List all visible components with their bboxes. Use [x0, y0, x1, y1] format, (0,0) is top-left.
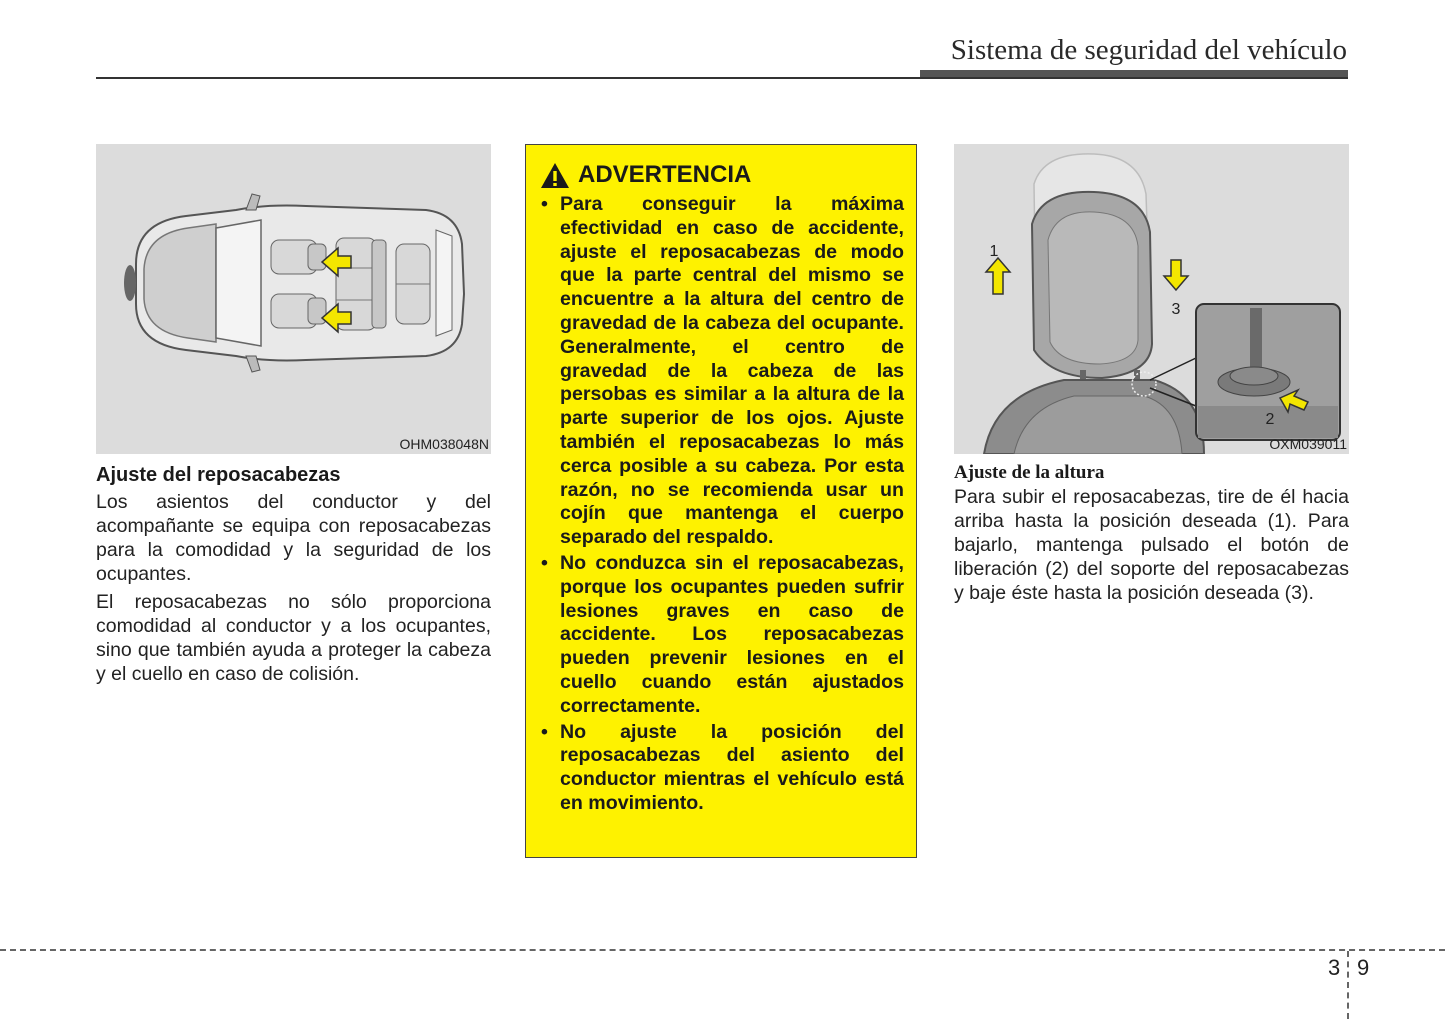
left-column — [96, 144, 491, 690]
header-title: Sistema de seguridad del vehículo — [950, 34, 1347, 66]
sub-heading: Ajuste de la altura — [954, 462, 1105, 483]
chapter-number: 3 — [1328, 955, 1341, 980]
warning-title-text: ADVERTENCIA — [578, 161, 752, 188]
headrest-illustration — [954, 144, 1349, 454]
figure-code: OHM038048N — [399, 436, 489, 452]
car-top-view-illustration — [96, 144, 491, 454]
warning-triangle-icon — [540, 162, 570, 189]
warning-item: • No conduzca sin el reposacabezas, porque los ocupantes pueden sufrir lesiones graves en caso de accidente. Los reposacabezas pueden prevenir lesiones en el cuello cuando están ajustados correctamente. — [538, 552, 904, 719]
warning-item: • No ajuste la posición del reposacabezas del asiento del conductor mientras el vehículo está en movimiento. — [538, 721, 904, 816]
section-heading: Ajuste del reposacabezas — [96, 464, 341, 486]
warning-box — [525, 144, 917, 858]
label-release: 2 — [1265, 411, 1275, 428]
headrest-figure — [954, 144, 1349, 454]
label-down: 3 — [1171, 301, 1181, 318]
page-number: 9 — [1357, 955, 1370, 980]
warning-item: • Para conseguir la máxima efectividad en caso de accidente, ajuste el reposacabezas de modo que la parte central del mismo se encuentre a la altura del centro de gravedad de la cabeza del ocupante. Generalmente, el centro de gravedad de la cabeza de las persobas es similar a la altura de la parte superior de los ojos. Ajuste también el reposacabezas lo más cerca posible a su cabeza. Por esta razón, no se recomienda usar un cojín que mantenga el cuerpo separado del respaldo. — [538, 193, 904, 550]
paragraph: El reposacabezas no sólo proporciona comodidad al conductor y a los ocupantes, sino que también ayuda a proteger la cabeza y el cuello en caso de colisión. — [96, 591, 491, 685]
paragraph: Los asientos del conductor y del acompañante se equipa con reposacabezas para la comodidad y la seguridad de los ocupantes. — [96, 491, 491, 585]
header-rule — [96, 77, 1348, 79]
right-column — [954, 144, 1349, 609]
warning-list — [538, 193, 904, 816]
car-seat-figure — [96, 144, 491, 454]
warning-title — [540, 161, 904, 189]
figure-code: OXM039011 — [1269, 436, 1347, 452]
footer-divider — [0, 949, 1445, 951]
footer-vertical-divider — [1347, 951, 1349, 1019]
paragraph: Para subir el reposacabezas, tire de él hacia arriba hasta la posición deseada (1). Para bajarlo, mantenga pulsado el botón de liberación (2) del soporte del reposacabezas y baje éste hasta la posición deseada (3). — [954, 486, 1349, 604]
label-up: 1 — [989, 243, 999, 260]
